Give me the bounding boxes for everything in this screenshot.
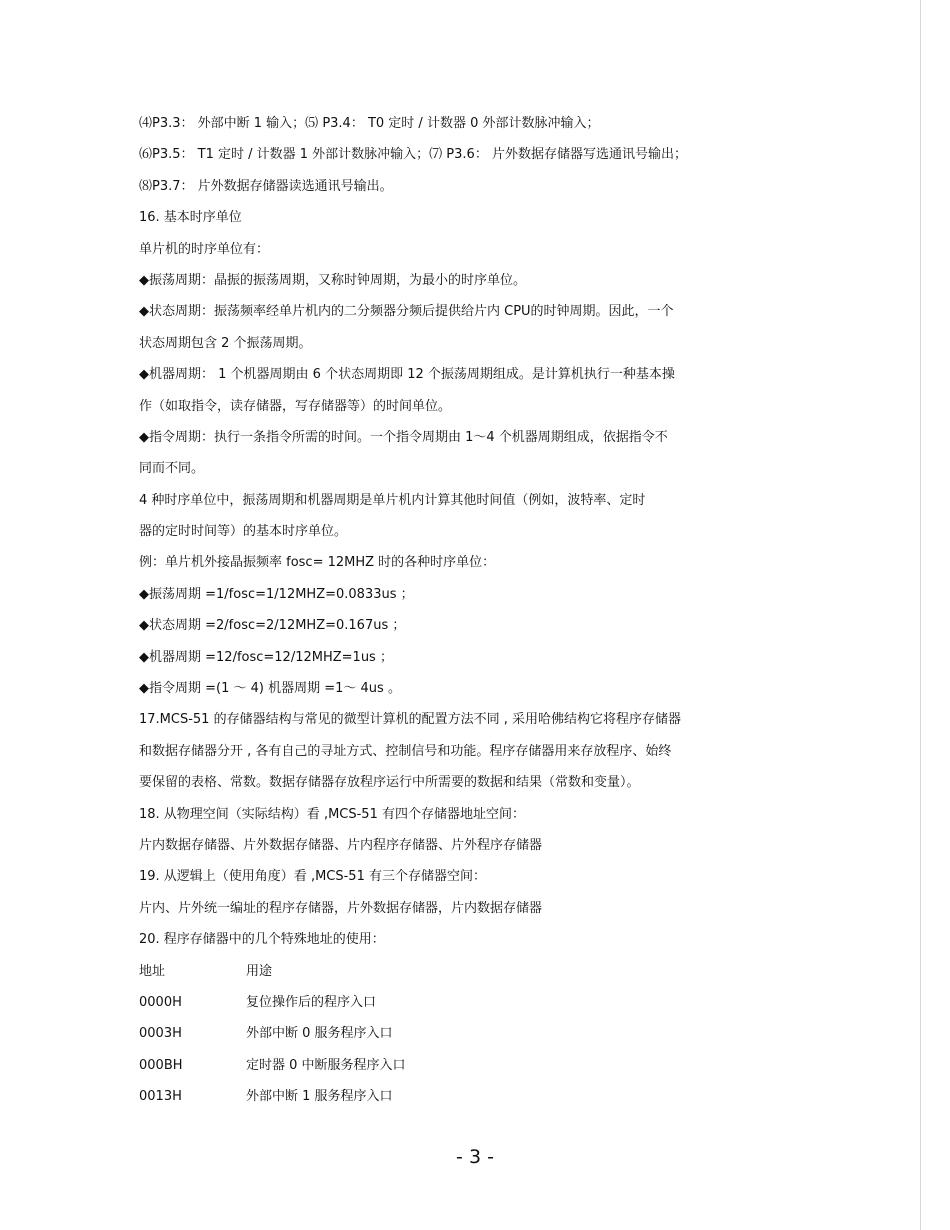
text-line-state-period-cont: 状态周期包含 2 个振荡周期。: [139, 335, 312, 351]
text-line-p35-p36: ⑹P3.5： T1 定时 / 计数器 1 外部计数脉冲输入；⑺ P3.6： 片外数据存储器写选通讯号输出；: [139, 147, 687, 163]
text-line-machine-period-cont: 作（如取指令，读存储器，写存储器等）的时间单位。: [139, 398, 452, 414]
section-heading-17: 17.MCS-51 的存储器结构与常见的微型计算机的配置方法不同 , 采用哈佛结构它将程序存储器: [139, 712, 681, 728]
bullet-instruction-period: ◆指令周期：执行一条指令所需的时间。一个指令周期由 1～4 个机器周期组成，依据指令不: [139, 429, 668, 445]
page-number: - 3 -: [456, 1146, 494, 1168]
address-cell: 0003H: [139, 1026, 182, 1042]
purpose-cell: 定时器 0 中断服务程序入口: [246, 1057, 406, 1073]
address-table-header: [139, 961, 819, 992]
purpose-cell: 复位操作后的程序入口: [246, 994, 377, 1010]
text-line-p33-p34: ⑷P3.3： 外部中断 1 输入；⑸ P3.4： T0 定时 / 计数器 0 外部计数脉冲输入；: [139, 116, 600, 131]
page-edge-divider: [920, 0, 921, 1230]
section-heading-19: 19. 从逻辑上（使用角度）看 ,MCS-51 有三个存储器空间：: [139, 869, 486, 885]
bullet-example-instruction: ◆指令周期 =(1 ～ 4) 机器周期 =1～ 4us 。: [139, 681, 401, 697]
section-heading-18: 18. 从物理空间（实际结构）看 ,MCS-51 有四个存储器地址空间：: [139, 806, 525, 822]
address-table-row: [139, 992, 819, 1023]
bullet-state-period: ◆状态周期：振荡频率经单片机内的二分频器分频后提供给片内 CPU的时钟周期。因此，一个: [139, 304, 674, 320]
text-line-four-units: 4 种时序单位中，振荡周期和机器周期是单片机内计算其他时间值（例如，波特率、定时: [139, 492, 646, 508]
bullet-oscillation-period: ◆振荡周期：晶振的振荡周期，又称时钟周期，为最小的时序单位。: [139, 272, 526, 288]
purpose-cell: 外部中断 0 服务程序入口: [246, 1026, 393, 1042]
text-line-18-cont: 片内数据存储器、片外数据存储器、片内程序存储器、片外程序存储器: [139, 837, 543, 853]
text-line-timing-units-intro: 单片机的时序单位有：: [139, 241, 270, 257]
text-line-17-cont-1: 和数据存储器分开 , 各有自己的寻址方式、控制信号和功能。程序存储器用来存放程序、始终: [139, 743, 672, 759]
bullet-example-state: ◆状态周期 =2/fosc=2/12MHZ=0.167us ；: [139, 618, 406, 634]
address-column-header: 地址: [139, 963, 166, 979]
address-cell: 0000H: [139, 994, 182, 1010]
text-line-instruction-period-cont: 同而不同。: [139, 461, 205, 477]
address-table-row: [139, 1023, 819, 1054]
address-table-row: [139, 1055, 819, 1086]
address-table-row: [139, 1086, 819, 1117]
section-heading-16: 16. 基本时序单位: [139, 210, 242, 226]
text-line-example: 例：单片机外接晶振频率 fosc= 12MHZ 时的各种时序单位：: [139, 555, 496, 571]
purpose-cell: 外部中断 1 服务程序入口: [246, 1089, 393, 1105]
text-line-19-cont: 片内、片外统一编址的程序存储器，片外数据存储器，片内数据存储器: [139, 900, 543, 916]
address-cell: 0013H: [139, 1089, 182, 1105]
bullet-machine-period: ◆机器周期： 1 个机器周期由 6 个状态周期即 12 个振荡周期组成。是计算机执行一种基本操: [139, 367, 675, 383]
purpose-column-header: 用途: [246, 963, 273, 979]
bullet-example-machine: ◆机器周期 =12/fosc=12/12MHZ=1us ；: [139, 649, 393, 665]
page-body: [139, 113, 819, 1118]
section-heading-20: 20. 程序存储器中的几个特殊地址的使用：: [139, 932, 385, 948]
address-cell: 000BH: [139, 1057, 183, 1073]
text-line-17-cont-2: 要保留的表格、常数。数据存储器存放程序运行中所需要的数据和结果（常数和变量）。: [139, 775, 640, 791]
bullet-example-oscillation: ◆振荡周期 =1/fosc=1/12MHZ=0.0833us ；: [139, 586, 414, 602]
text-line-four-units-cont: 器的定时时间等）的基本时序单位。: [139, 524, 348, 540]
text-line-p37: ⑻P3.7： 片外数据存储器读选通讯号输出。: [139, 178, 393, 194]
